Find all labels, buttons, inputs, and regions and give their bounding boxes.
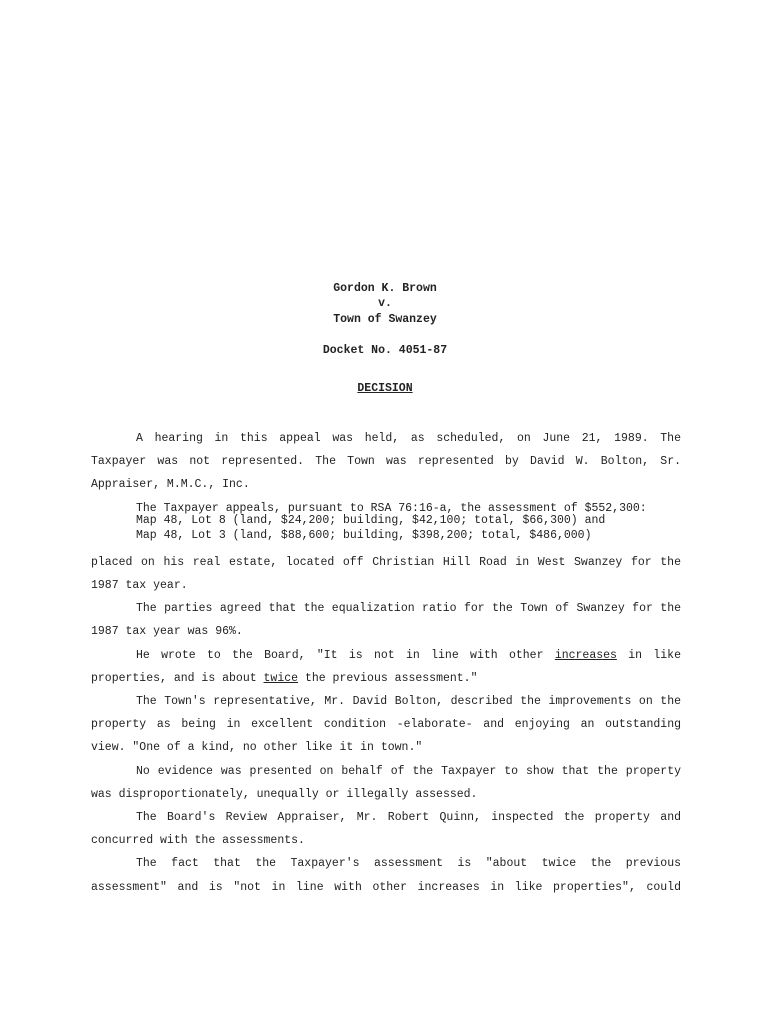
text-span: He wrote to the Board, "It is not in line with other	[136, 648, 555, 662]
paragraph-hearing: A hearing in this appeal was held, as scheduled, on June 21, 1989. The Taxpayer was not represented. The Town was represented by David W. Bolton, Sr. Appraiser, M.M.C., Inc.	[91, 432, 681, 492]
paragraph-evidence: No evidence was presented on behalf of the Taxpayer to show that the property was disproportionately, unequally or illegally assessed.	[91, 764, 681, 801]
text-span: in like properties, and is about	[91, 648, 681, 685]
paragraph-town-representative: The Town's representative, Mr. David Bolton, described the improvements on the property as being in excellent condition -elaborate- and enjoying an outstanding view. "One of a kind, no other like it in town."	[91, 695, 681, 755]
underlined-word: twice	[263, 671, 299, 685]
paragraph-taxpayer-letter	[91, 644, 681, 690]
assessment-line: Map 48, Lot 3 (land, $88,600; building, $398,200; total, $486,000)	[136, 529, 592, 543]
respondent-name: Town of Swanzey	[333, 313, 437, 326]
paragraph-review-appraiser: The Board's Review Appraiser, Mr. Robert Quinn, inspected the property and concurred with the assessments.	[91, 811, 681, 848]
assessment-line: Map 48, Lot 8 (land, $24,200; building, $42,100; total, $66,300) and	[136, 513, 606, 527]
paragraph-property: placed on his real estate, located off Christian Hill Road in West Swanzey for the 1987 tax year.	[91, 555, 681, 593]
paragraph-appeal: The Taxpayer appeals, pursuant to RSA 76:16-a, the assessment of $552,300:	[136, 501, 647, 515]
underlined-word: increases	[554, 648, 617, 662]
versus-label: v.	[378, 297, 392, 310]
decision-body	[91, 427, 681, 899]
petitioner-name: Gordon K. Brown	[333, 282, 437, 295]
decision-heading: DECISION	[357, 382, 413, 395]
docket-number: Docket No. 4051-87	[322, 344, 448, 357]
paragraph-ratio: The parties agreed that the equalization ratio for the Town of Swanzey for the 1987 tax year was 96%.	[91, 602, 681, 639]
text-span: the previous assessment."	[298, 671, 478, 685]
assessment-list	[136, 513, 681, 544]
paragraph-finding: The fact that the Taxpayer's assessment is "about twice the previous assessment" and is "not in line with other increases in like properties", could	[91, 857, 681, 894]
